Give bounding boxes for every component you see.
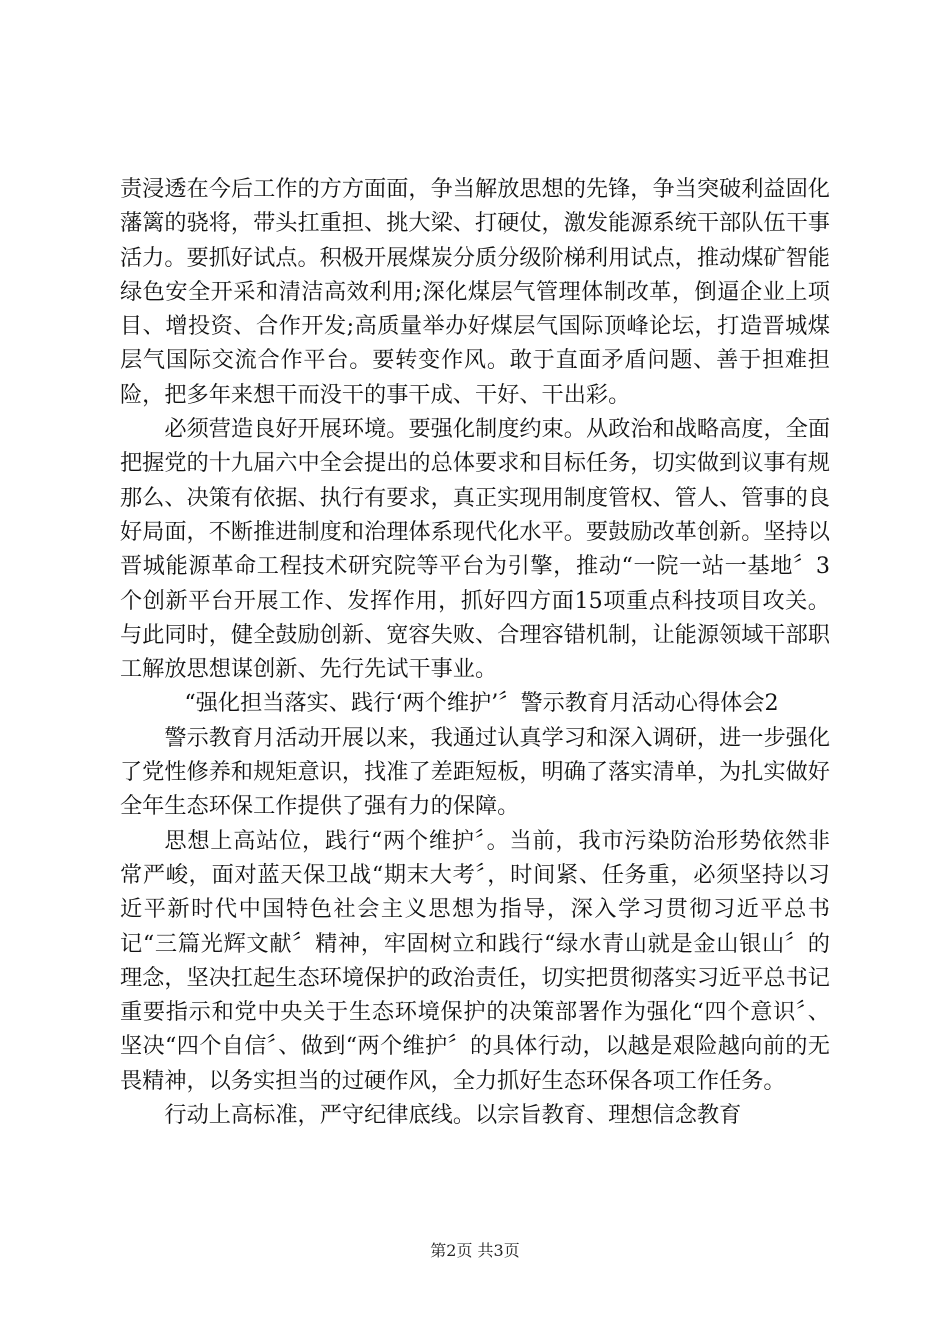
paragraph-thinking: 思想上高站位，践行“两个维护〞。当前，我市污染防治形势依然非常严峻，面对蓝天保卫战“期末大考〞，时间紧、任务重，必须坚持以习近平新时代中国特色社会主义思想为指导，深入学习贯彻习近平总书记“三篇光辉文献〞精神，牢固树立和践行“绿水青山就是金山银山〞的理念，坚决扛起生态环境保护的政治责任，切实把贯彻落实习近平总书记重要指示和党中央关于生态环境保护的决策部署作为强化“四个意识〞、坚决“四个自信〞、做到“两个维护〞的具体行动，以越是艰险越向前的无畏精神，以务实担当的过硬作风，全力抓好生态环保各项工作任务。: [120, 827, 830, 1094]
paragraph-environment: 必须营造良好开展环境。要强化制度约束。从政治和战略高度，全面把握党的十九届六中全会提出的总体要求和目标任务，切实做到议事有规那么、决策有依据、执行有要求，真正实现用制度管权、管人、管事的良好局面，不断推进制度和治理体系现代化水平。要鼓励改革创新。坚持以晋城能源革命工程技术研究院等平台为引擎，推动“一院一站一基地〞3个创新平台开展工作、发挥作用，抓好四方面15项重点科技项目攻关。与此同时，健全鼓励创新、宽容失败、合理容错机制，让能源领域干部职工解放思想谋创新、先行先试干事业。: [120, 416, 831, 683]
paragraph-action: 行动上高标准，严守纪律底线。以宗旨教育、理想信念教育: [164, 1102, 742, 1129]
page-footer: 第2页 共3页: [430, 1241, 520, 1260]
document-body: [120, 172, 830, 1132]
section-heading: “强化担当落实、践行‘两个维护’〞警示教育月活动心得体会2: [184, 690, 779, 717]
paragraph-intro: 警示教育月活动开展以来，我通过认真学习和深入调研，进一步强化了党性修养和规矩意识，找准了差距短板，明确了落实清单，为扎实做好全年生态环保工作提供了强有力的保障。: [120, 724, 831, 820]
paragraph-continued: 责浸透在今后工作的方方面面，争当解放思想的先锋，争当突破利益固化藩篱的骁将，带头扛重担、挑大梁、打硬仗，激发能源系统干部队伍干事活力。要抓好试点。积极开展煤炭分质分级阶梯利用试点，推动煤矿智能绿色安全开采和清洁高效利用;深化煤层气管理体制改革，倒逼企业上项目、增投资、合作开发;高质量举办好煤层气国际顶峰论坛，打造晋城煤层气国际交流合作平台。要转变作风。敢于直面矛盾问题、善于担难担险，把多年来想干而没干的事干成、干好、干出彩。: [120, 176, 830, 408]
